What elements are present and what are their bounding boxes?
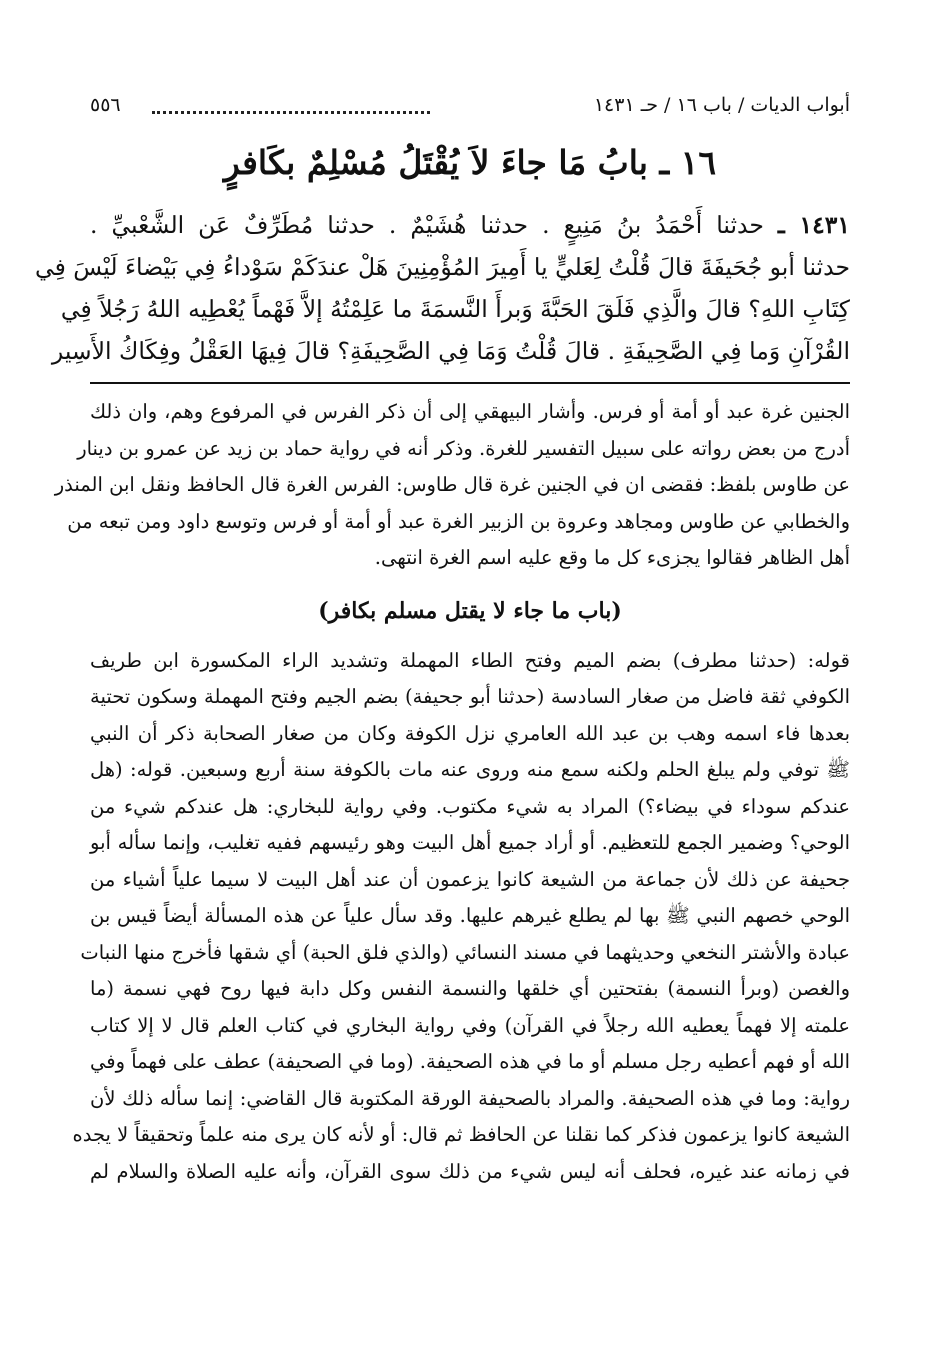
separator-rule: [90, 382, 850, 384]
page-number: ٥٥٦: [90, 94, 121, 116]
commentary-line: عن طاوس بلفظ: فقضى ان في الجنين غرة قال طاوس: الفرس الغرة قال الحافظ ونقل ابن المنذر: [54, 473, 850, 496]
commentary-line: في زمانه عند غيره، فحلف أنه ليس شيء من ذلك سوى القرآن، وأنه عليه الصلاة والسلام لم: [90, 1159, 850, 1183]
book-page: [35, 88, 850, 1328]
commentary-line: الوحي؟ وضمير الجمع للتعظيم. أو أراد جميع أهل البيت وهو رئيسهم ففيه تغليب، وإنما سأله أبو: [90, 831, 850, 854]
commentary-line: قوله: (حدثنا مطرف) بضم الميم وفتح الطاء المهملة وتشديد الراء المكسورة ابن طريف: [90, 648, 850, 672]
hadith-line: القُرْآنِ وَما فِي الصَّحِيفَةِ . قالَ قُلْتُ وَمَا فِي الصَّحِيفَةِ؟ قالَ فِيهَا العَقْلُ وفِكَاكُ الأَسِير: [51, 337, 850, 365]
commentary-line: والخطابي عن طاوس ومجاهد وعروة بن الزبير الغرة عبد أو أمة أو فرس وتوسع داود ومن تبعه من: [67, 509, 850, 533]
commentary-line: أدرج من بعض رواته على سبيل التفسير للغرة. وذكر أنه في رواية حماد بن زيد عن عمرو بن دينار: [77, 436, 850, 460]
commentary-top: [54, 394, 850, 577]
commentary-line: والغصن (وبرأ النسمة) بفتحتين أي خلقها والنسمة النفس وكل دابة فيها روح فهي نسمة (ما: [90, 977, 850, 1000]
commentary-line: ﷺ توفي ولم يبلغ الحلم ولكنه سمع منه وروى عنه مات بالكوفة سنة أربع وسبعين. قوله: (هل: [90, 758, 850, 781]
commentary-line: الوحي خصهم النبي ﷺ بها لم يطلع غيرهم عليها. وقد سأل علياً عن هذه المسألة أيضاً قيس بن: [90, 904, 850, 927]
dotted-leader: [152, 111, 430, 114]
running-header: [90, 88, 850, 122]
hadith-line: كِتَابِ اللهِ؟ قالَ والَّذِي فَلَقَ الحَبَّةَ وَبرأَ النَّسمَةَ ما عَلِمْتُهُ إلاَّ فَهْماً يُعْطِيه اللهُ رَجُلاً فِي: [60, 295, 850, 323]
commentary-line: رواية: وما في هذه الصحيفة. والمراد بالصحيفة الورقة المكتوبة قال القاضي: إنما سأله ذلك لأن: [90, 1086, 850, 1110]
commentary-bottom: [72, 643, 850, 1191]
commentary-line: الشيعة كانوا يزعمون فذكر كما نقلنا عن الحافظ ثم قال: أو لأنه كان يرى منه علماً وتحقيقاً لا يجده: [72, 1123, 850, 1146]
hadith-line: حدثنا أبو جُحَيفَةَ قالَ قُلْتُ لِعَليٍّ يا أَمِيرَ المُؤْمِنِينَ هَلْ عندَكَمْ سَوْداءُ فِي بَيْضاءَ لَيْسَ فِي: [35, 253, 850, 281]
commentary-line: أهل الظاهر فقالوا يجزىء كل ما وقع عليه اسم الغرة انتهى.: [374, 546, 850, 569]
commentary-line: علمته إلا فهماً يعطيه الله رجلاً في القرآن) وفي رواية البخاري في كتاب العلم قال لا إلا كتاب: [90, 1013, 850, 1037]
commentary-line: الكوفي ثقة فاضل من صغار السادسة (حدثنا أبو جحيفة) بضم الجيم وفتح المهملة وسكون تحتية: [90, 685, 850, 708]
commentary-line: عندكم سوداء في بيضاء؟) المراد به شيء مكتوب. وفي رواية للبخاري: هل عندكم شيء من: [90, 794, 850, 818]
commentary-line: عبادة والأشتر النخعي وحديثهما في مسند النسائي (والذي فلق الحبة) أي شقها فأخرج منها النبات: [80, 940, 850, 964]
commentary-line: الجنين غرة عبد أو أمة أو فرس. وأشار البيهقي إلى أن ذكر الفرس في المرفوع وهم، وان ذلك: [90, 400, 850, 423]
running-head-title: أبواب الديات / باب ١٦ / حـ ١٤٣١: [593, 94, 850, 116]
commentary-line: جحيفة عن ذلك لأن جماعة من الشيعة كانوا يزعمون أن عند أهل البيت لا سيما علياً أشياء من: [90, 867, 850, 891]
hadith-number: ١٤٣١ ـ: [777, 211, 850, 239]
hadith-text: [35, 204, 850, 372]
commentary-line: الله أو فهم أعطيه رجل مسلم أو ما في هذه الصحيفة. (وما في الصحيفة) عطف على فهماً وفي: [90, 1050, 850, 1073]
commentary-subheading: (باب ما جاء لا يقتل مسلم بكافر): [318, 597, 622, 624]
chapter-title: ١٦ ـ بابُ مَا جاءَ لاَ يُقْتَلُ مُسْلِمٌ بكَافرٍ: [223, 143, 717, 182]
hadith-line: ١٤٣١ ـ حدثنا أَحْمَدُ بنُ مَنِيعٍ . حدثنا هُشَيْمٌ . حدثنا مُطَرِّفٌ عَن الشَّعْبيِّ .: [90, 211, 850, 239]
commentary-line: بعدها فاء اسمه وهب بن عبد الله العامري نزل الكوفة وكان من صغار الصحابة ذكر أن النبي: [90, 721, 850, 745]
